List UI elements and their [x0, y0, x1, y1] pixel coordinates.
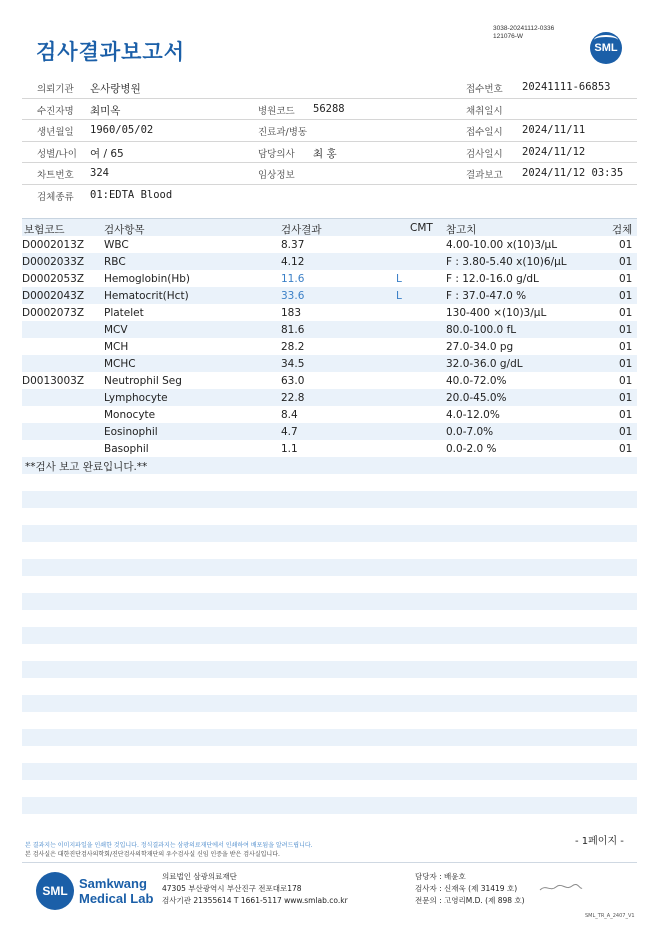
result-row	[22, 236, 637, 253]
sml-footer-logo-icon	[36, 872, 74, 910]
result-reference: 27.0-34.0 pg	[446, 341, 514, 353]
document-code-line2: 121076-W	[493, 33, 523, 40]
info-label: 채취일시	[466, 105, 503, 117]
info-label: 생년월일	[37, 127, 74, 139]
result-row	[22, 440, 637, 457]
page-number: - 1페이지 -	[575, 836, 624, 847]
info-label: 수진자명	[37, 105, 74, 117]
info-label: 결과보고	[466, 170, 503, 182]
completion-note-row	[22, 457, 637, 474]
result-specimen: 01	[619, 307, 633, 319]
empty-row	[22, 627, 637, 644]
column-header-specimen: 검체	[612, 224, 633, 236]
info-value: 20241111-66853	[522, 81, 611, 93]
signers-info	[415, 871, 525, 907]
result-flag: L	[396, 290, 402, 302]
brand-line1: Samkwang	[79, 876, 147, 891]
result-reference: F : 37.0-47.0 %	[446, 290, 527, 302]
result-value: 11.6	[281, 273, 305, 285]
result-value: 28.2	[281, 341, 305, 353]
result-value: 8.4	[281, 409, 298, 421]
result-row	[22, 321, 637, 338]
result-reference: 0.0-2.0 %	[446, 443, 497, 455]
result-specimen: 01	[619, 409, 633, 421]
result-reference: 4.00-10.00 x(10)3/μL	[446, 239, 558, 251]
result-row	[22, 389, 637, 406]
column-header-code: 보험코드	[24, 224, 65, 236]
info-label: 담당의사	[258, 148, 295, 160]
print-notice: 본 결과지는 이미지파일을 인쇄한 것입니다. 정식결과지는 삼광의료재단에서 인쇄하여 배포됨을 알려드립니다.	[25, 842, 313, 849]
column-header-item: 검사항목	[104, 224, 145, 236]
result-value: 8.37	[281, 239, 305, 251]
info-row	[22, 77, 637, 99]
empty-row	[22, 763, 637, 780]
result-specimen: 01	[619, 392, 633, 404]
result-reference: 40.0-72.0%	[446, 375, 507, 387]
result-specimen: 01	[619, 324, 633, 336]
info-row	[22, 99, 637, 121]
info-label: 임상정보	[258, 170, 295, 182]
info-label: 검사일시	[466, 148, 503, 160]
report-title: 검사결과보고서	[36, 40, 186, 64]
result-row	[22, 406, 637, 423]
result-item: Monocyte	[104, 409, 156, 421]
result-value: 1.1	[281, 443, 298, 455]
info-label: 검체종류	[37, 191, 74, 203]
result-row	[22, 270, 637, 287]
info-value: 여 / 65	[90, 147, 124, 160]
result-value: 4.12	[281, 256, 305, 268]
info-value: 2024/11/11	[522, 124, 586, 137]
result-value: 63.0	[281, 375, 305, 387]
result-reference: 130-400 ×(10)3/μL	[446, 307, 547, 319]
result-value: 33.6	[281, 290, 305, 302]
empty-row	[22, 797, 637, 814]
info-label: 접수일시	[466, 127, 503, 139]
result-item: MCH	[104, 341, 129, 353]
result-item: MCV	[104, 324, 128, 336]
info-value: 1960/05/02	[90, 124, 154, 137]
result-reference: 4.0-12.0%	[446, 409, 500, 421]
result-row	[22, 372, 637, 389]
result-code: D0002043Z	[22, 290, 85, 302]
result-reference: 20.0-45.0%	[446, 392, 507, 404]
info-row	[22, 185, 637, 206]
result-row	[22, 287, 637, 304]
org-name: 의료법인 삼광의료재단	[162, 872, 237, 881]
result-code: D0002013Z	[22, 239, 85, 251]
result-value: 183	[281, 307, 302, 319]
result-item: Lymphocyte	[104, 392, 168, 404]
certification-notice: 본 검사실은 대한진단검사의학회/진단검사의학재단의 우수검사실 신임 인증을 받은 검사실입니다.	[25, 851, 280, 858]
result-item: Hemoglobin(Hb)	[104, 273, 191, 285]
sml-logo-text: SML	[594, 42, 618, 54]
result-row	[22, 304, 637, 321]
result-row	[22, 253, 637, 270]
info-row	[22, 142, 637, 164]
result-reference: F : 12.0-16.0 g/dL	[446, 273, 539, 285]
document-code	[493, 25, 554, 41]
handwritten-signature-icon	[538, 882, 584, 897]
result-item: MCHC	[104, 358, 136, 370]
info-value: 01:EDTA Blood	[90, 188, 173, 201]
result-specimen: 01	[619, 273, 633, 285]
signer-manager: 담당자 : 배윤호	[415, 872, 466, 881]
result-specimen: 01	[619, 239, 633, 251]
info-label: 성별/나이	[37, 148, 77, 160]
result-item: Neutrophil Seg	[104, 375, 182, 387]
result-item: Platelet	[104, 307, 144, 319]
result-specimen: 01	[619, 358, 633, 370]
info-label: 병원코드	[258, 105, 295, 117]
patient-info-table	[22, 77, 637, 206]
result-reference: 0.0-7.0%	[446, 426, 494, 438]
result-code: D0002073Z	[22, 307, 85, 319]
info-label: 차트번호	[37, 170, 74, 182]
footer-logo-text: SML	[42, 884, 68, 898]
result-item: Eosinophil	[104, 426, 158, 438]
result-reference: 80.0-100.0 fL	[446, 324, 517, 336]
result-specimen: 01	[619, 426, 633, 438]
result-code: D0002033Z	[22, 256, 85, 268]
result-code: D0002053Z	[22, 273, 85, 285]
result-item: Hematocrit(Hct)	[104, 290, 189, 302]
info-value: 최 홍	[313, 147, 337, 160]
info-row	[22, 163, 637, 185]
info-row	[22, 120, 637, 142]
column-header-reference: 참고치	[446, 224, 477, 236]
result-specimen: 01	[619, 290, 633, 302]
info-value: 2024/11/12 03:35	[522, 167, 624, 180]
result-value: 4.7	[281, 426, 298, 438]
result-item: Basophil	[104, 443, 149, 455]
brand-line2: Medical Lab	[79, 891, 154, 906]
result-row	[22, 338, 637, 355]
empty-row	[22, 593, 637, 610]
result-value: 81.6	[281, 324, 305, 336]
empty-row	[22, 729, 637, 746]
info-value: 온사랑병원	[90, 83, 141, 95]
empty-row	[22, 525, 637, 542]
sml-logo-icon	[590, 32, 622, 64]
signer-examiner: 검사자 : 신재욱 (제 31419 호)	[415, 884, 518, 893]
result-value: 22.8	[281, 392, 305, 404]
form-code: SML_TR_A_2407_V1	[585, 913, 635, 919]
result-reference: F : 3.80-5.40 x(10)6/μL	[446, 256, 567, 268]
result-specimen: 01	[619, 341, 633, 353]
info-value: 56288	[313, 102, 345, 115]
result-row	[22, 355, 637, 372]
result-row	[22, 423, 637, 440]
completion-note: **검사 보고 완료입니다.**	[25, 461, 148, 473]
info-label: 진료과/병동	[258, 127, 308, 139]
empty-row	[22, 491, 637, 508]
info-label: 접수번호	[466, 84, 503, 95]
results-header-row	[22, 218, 637, 237]
empty-row	[22, 695, 637, 712]
footer-divider	[22, 862, 637, 863]
result-item: RBC	[104, 256, 126, 268]
org-address: 47305 부산광역시 부산진구 전포대로178	[162, 884, 302, 893]
result-flag: L	[396, 273, 402, 285]
brand-name	[79, 876, 153, 906]
info-label: 의뢰기관	[37, 84, 74, 95]
column-header-result: 검사결과	[281, 224, 322, 236]
result-specimen: 01	[619, 375, 633, 387]
result-reference: 32.0-36.0 g/dL	[446, 358, 523, 370]
document-code-line1: 3038-20241112-0336	[493, 25, 555, 32]
result-value: 34.5	[281, 358, 305, 370]
info-value: 2024/11/12	[522, 145, 586, 158]
result-code: D0013003Z	[22, 375, 85, 387]
result-specimen: 01	[619, 443, 633, 455]
column-header-cmt: CMT	[410, 222, 433, 234]
empty-row	[22, 559, 637, 576]
info-value: 324	[90, 167, 109, 180]
empty-row	[22, 661, 637, 678]
signer-specialist: 전문의 : 고영리M.D. (제 898 호)	[415, 896, 525, 905]
org-contact: 검사기관 21355614 T 1661-5117 www.smlab.co.kr	[162, 896, 348, 905]
result-specimen: 01	[619, 256, 633, 268]
info-value: 최미옥	[90, 104, 121, 117]
result-item: WBC	[104, 239, 129, 251]
results-table-body	[22, 236, 637, 457]
organization-info	[162, 871, 348, 907]
